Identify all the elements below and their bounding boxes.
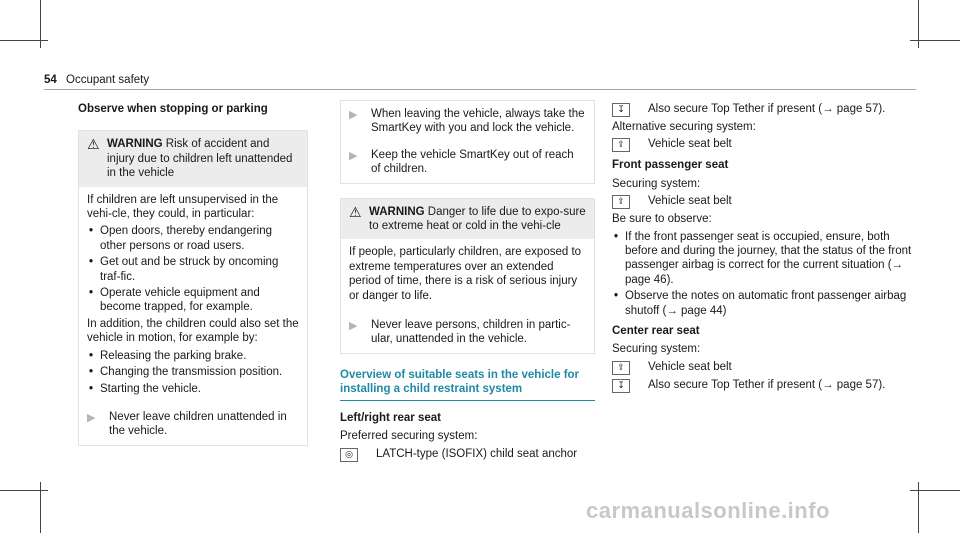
warning-title: Danger to life due to expo-sure to extreme heat or cold in the vehi-cle [369,205,586,233]
action-arrow-icon: ▶ [349,320,358,333]
warning-text: If children are left unsupervised in the vehi-cle, they could, in particular: [87,193,279,221]
column-1 [78,100,308,460]
action-arrow-icon: ▶ [349,149,358,162]
page-header [44,73,149,87]
top-tether-text: Also secure Top Tether if present (→ page 57). [648,103,886,115]
center-rear-seat-heading: Center rear seat [612,325,700,338]
action-arrow-icon: ▶ [349,109,358,121]
watermark: carmanualsonline.info [586,498,830,523]
center-top-tether-row [612,378,912,393]
overview-section-title: Overview of suitable seats in the vehicle for installing a child restraint system [340,368,595,401]
front-securing-label: Securing system: [612,177,701,190]
action-arrow-icon: ▶ [87,411,96,424]
warning-body [341,239,594,312]
warning-bullets [87,224,299,314]
warning-header [79,131,307,186]
list-item: • Releasing the parking brake. [87,349,299,363]
warning-label: WARNING [369,205,425,218]
list-item: • If the front passenger seat is occupied, ensure, both before and during the journey, that the status of the front passenger airbag is correct for the current situation (→ page 46). [612,230,912,288]
action-text: Keep the vehicle SmartKey out of reach of children. [371,148,574,176]
isofix-text: LATCH-type (ISOFIX) child seat anchor [376,447,578,460]
action-step [341,142,594,183]
action-text: When leaving the vehicle, always take the SmartKey with you and lock the vehicle. [371,108,585,135]
warning-text-2: In addition, the children could also set the vehicle in motion, for example by: [87,317,299,345]
page-number: 54 [44,74,57,86]
front-passenger-seat-heading: Front passenger seat [612,159,729,172]
warning-box-children [78,130,308,445]
seat-belt-icon: ⇪ [612,361,630,375]
warning-body [79,187,307,404]
warning-header [341,199,594,240]
crop-mark [0,490,48,491]
warning-triangle-icon: ⚠ [349,203,362,220]
seat-belt-text: Vehicle seat belt [648,138,732,151]
isofix-row [340,447,595,462]
column-2 [340,100,595,465]
action-text: Never leave persons, children in partic-ular, unattended in the vehicle. [371,319,571,346]
section-title-header: Occupant safety [66,74,150,86]
heading-stopping-parking: Observe when stopping or parking [78,103,268,115]
top-tether-icon: ↧ [612,103,630,117]
warning-label: WARNING [107,138,163,151]
front-seat-bullets [612,230,912,318]
center-securing-label: Securing system: [612,343,701,356]
center-seat-belt-row [612,360,912,375]
warning-bullets-2 [87,349,299,396]
seat-belt-icon: ⇪ [612,195,630,209]
warning-text: If people, particularly children, are exposed to extreme temperatures over an extended period of time, there is a risk of serious injury or danger to life. [349,246,582,302]
front-seat-belt-text: Vehicle seat belt [648,195,732,208]
seat-belt-row [612,137,912,152]
action-step [341,101,594,142]
alternative-securing-label: Alternative securing system: [612,121,756,133]
warning-triangle-icon: ⚠ [87,136,100,153]
crop-mark [910,40,960,41]
center-seat-belt-text: Vehicle seat belt [648,360,732,373]
list-item: • Starting the vehicle. [87,382,299,396]
isofix-anchor-icon: ◎ [340,448,358,462]
warning-title: Risk of accident and injury due to children left unattended in the vehicle [107,138,293,180]
list-item: • Get out and be struck by oncoming traf-fic. [87,255,299,284]
list-item: • Observe the notes on automatic front passenger airbag shutoff (→ page 44) [612,289,912,318]
front-seat-belt-row [612,194,912,209]
left-right-rear-seat-heading: Left/right rear seat [340,411,441,424]
seat-belt-icon: ⇪ [612,138,630,152]
action-box [340,100,595,184]
crop-mark [910,490,960,491]
header-rule [44,89,916,90]
top-tether-icon: ↧ [612,379,630,393]
list-item: • Open doors, thereby endangering other persons or road users. [87,224,299,253]
warning-box-temperature [340,198,595,354]
action-text: Never leave children unattended in the vehicle. [109,410,287,438]
column-3 [612,100,912,396]
list-item: • Operate vehicle equipment and become trapped, for example. [87,286,299,315]
center-top-tether-text: Also secure Top Tether if present (→ page 57). [648,378,886,391]
crop-mark [0,40,48,41]
list-item: • Changing the transmission position. [87,365,299,379]
action-step [341,312,594,353]
action-step [79,404,307,445]
top-tether-row [612,102,912,117]
preferred-securing-label: Preferred securing system: [340,430,478,443]
be-sure-label: Be sure to observe: [612,213,712,226]
